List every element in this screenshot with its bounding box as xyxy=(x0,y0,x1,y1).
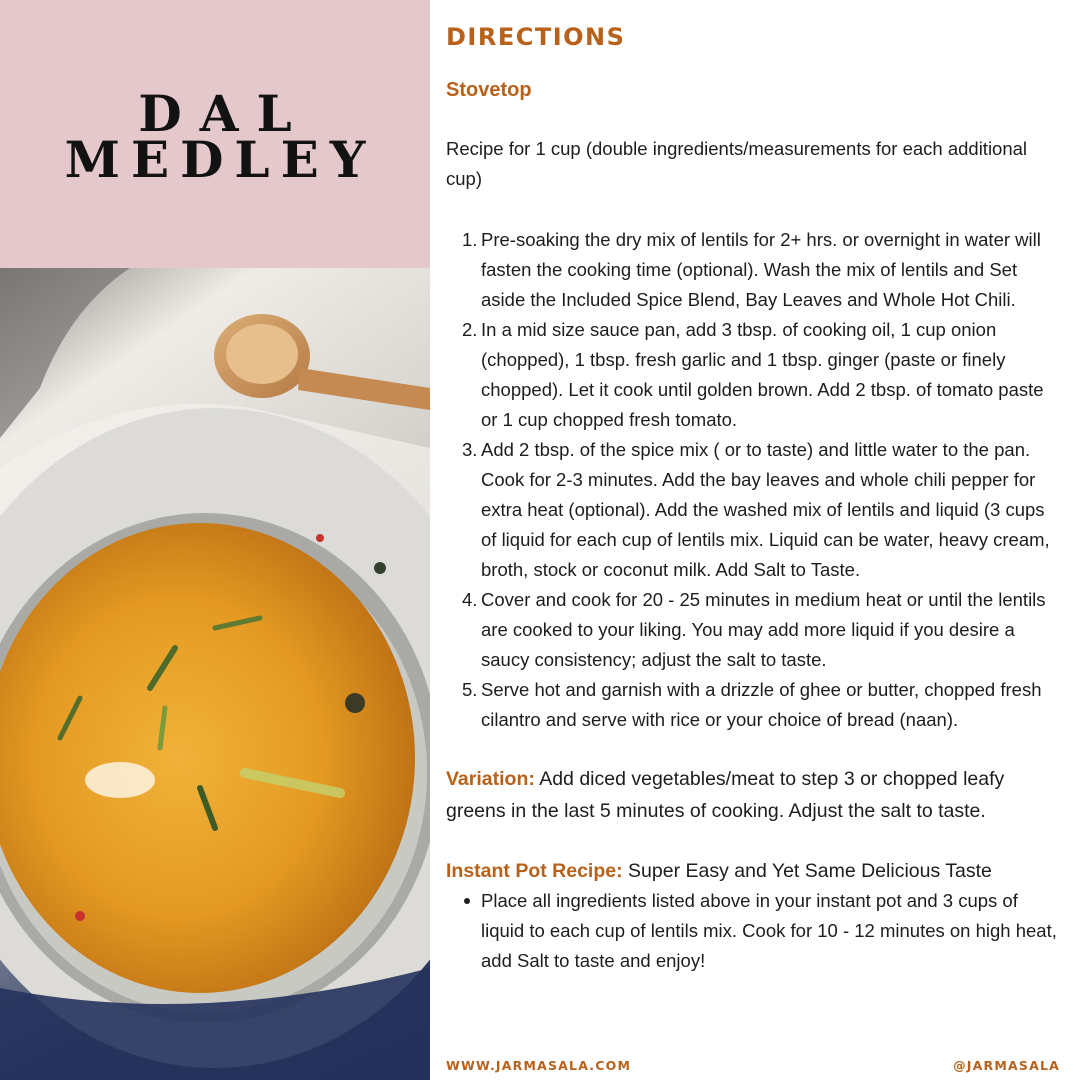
step-text: Serve hot and garnish with a drizzle of ghee or butter, chopped fresh cilantro and serve with rice or your choice of bread (naan). xyxy=(481,679,1042,730)
social-handle[interactable]: @JARMASALA xyxy=(953,1058,1060,1073)
step-text: Pre-soaking the dry mix of lentils for 2+ hrs. or overnight in water will fasten the cooking time (optional). Wash the mix of lentils and Set aside the Included Spice Blend, Bay Leaves and Whole Hot Chili. xyxy=(481,229,1041,310)
step-item xyxy=(446,225,1058,315)
instant-pot-label: Instant Pot Recipe: xyxy=(446,860,623,882)
title-panel xyxy=(0,0,430,268)
step-number: 5. xyxy=(462,679,478,700)
dal-bowl-photo xyxy=(0,268,430,1080)
dal-bowl-illustration xyxy=(0,268,430,1080)
step-item xyxy=(446,675,1058,735)
step-item xyxy=(446,435,1058,585)
variation-label: Variation: xyxy=(446,768,535,790)
instant-pot-heading xyxy=(446,856,1058,886)
step-number: 1. xyxy=(462,229,478,250)
recipe-yield-note: Recipe for 1 cup (double ingredients/measurements for each additional cup) xyxy=(446,138,1028,189)
step-text: Cover and cook for 20 - 25 minutes in medium heat or until the lentils are cooked to your liking. You may add more liquid if you desire a saucy consistency; adjust the salt to taste. xyxy=(481,589,1046,670)
step-text: Add 2 tbsp. of the spice mix ( or to taste) and little water to the pan. Cook for 2-3 minutes. Add the bay leaves and whole chili pepper for extra heat (optional). Add the washed mix of lentils and liquid (3 cups of liquid for each cup of lentils mix. Liquid can be water, heavy cream, broth, stock or coconut milk. Add Salt to Taste. xyxy=(481,439,1050,580)
bullet-text: Place all ingredients listed above in your instant pot and 3 cups of liquid to each cup of lentils mix. Cook for 10 - 12 minutes on high heat, add Salt to taste and enjoy! xyxy=(481,890,1057,971)
step-number: 4. xyxy=(462,589,478,610)
website-link[interactable]: WWW.JARMASALA.COM xyxy=(446,1058,632,1073)
step-item xyxy=(446,315,1058,435)
step-text: In a mid size sauce pan, add 3 tbsp. of cooking oil, 1 cup onion (chopped), 1 tbsp. fresh garlic and 1 tbsp. ginger (paste or finely chopped). Let it cook until golden brown. Add 2 tbsp. of tomato paste or 1 cup chopped fresh tomato. xyxy=(481,319,1044,430)
stovetop-subheading: Stovetop xyxy=(446,79,532,101)
step-number: 3. xyxy=(462,439,478,460)
stovetop-steps-list xyxy=(446,225,1058,735)
bullet-item xyxy=(446,886,1058,976)
recipe-title-line-1: DAL xyxy=(138,84,310,143)
instant-pot-bullets xyxy=(446,886,1058,976)
directions-heading: DIRECTIONS xyxy=(446,23,626,51)
step-item xyxy=(446,585,1058,675)
recipe-title-line-2: MEDLEY xyxy=(64,130,377,189)
instant-pot-tagline: Super Easy and Yet Same Delicious Taste xyxy=(622,860,992,882)
step-number: 2. xyxy=(462,319,478,340)
bullet-dot-icon xyxy=(464,898,470,904)
variation-text: Add diced vegetables/meat to step 3 or chopped leafy greens in the last 5 minutes of cooking. Adjust the salt to taste. xyxy=(446,768,1005,822)
variation-note xyxy=(446,763,1058,827)
